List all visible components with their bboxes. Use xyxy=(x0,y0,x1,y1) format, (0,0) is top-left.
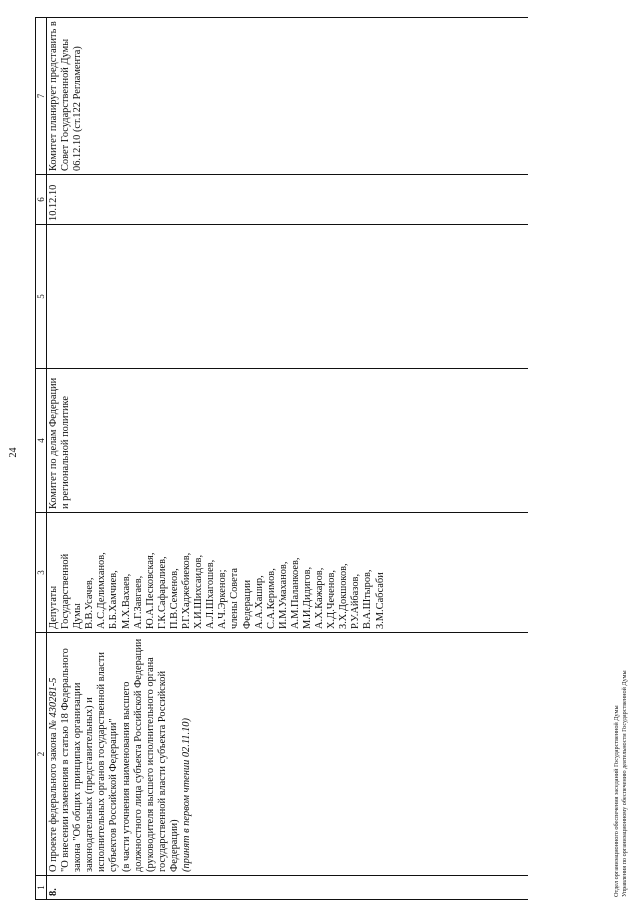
initiator-line: З.М.Сабсаби xyxy=(374,572,386,629)
initiator-line: А.М.Паланкоев, xyxy=(289,557,301,629)
initiator-line: А.Г.Завгаев, xyxy=(132,575,144,629)
initiator-line: Думы xyxy=(72,603,84,629)
column-header: 7 xyxy=(36,18,47,175)
bill-status: (принят в первом чтении 02.11.10) xyxy=(181,718,193,872)
initiator-line: Р.У.Айбазов, xyxy=(350,573,362,629)
initiator-line: Федерации xyxy=(241,579,253,629)
plan-cell: Комитет планирует представить в Совет Государственной Думы 06.12.10 (ст.122 Регламента) xyxy=(47,18,529,175)
initiator-line: Государственной xyxy=(60,553,72,629)
initiators-list xyxy=(48,515,387,629)
initiator-line: Ю.А.Песковская, xyxy=(144,552,156,629)
initiator-line: П.В.Семенов, xyxy=(168,568,180,629)
initiator-line: Б.Б.Хамчиев, xyxy=(108,570,120,629)
initiators-cell xyxy=(47,513,529,633)
initiator-line: М.Х.Вахаев, xyxy=(120,573,132,629)
initiator-line: В.В.Усачев, xyxy=(84,577,96,629)
table-row xyxy=(47,18,529,900)
column-header: 3 xyxy=(36,513,47,633)
column-header: 6 xyxy=(36,175,47,225)
column-header: 5 xyxy=(36,225,47,369)
bill-number: № 430281-5 xyxy=(48,677,59,730)
column-header: 2 xyxy=(36,633,47,876)
initiator-line: Депутаты xyxy=(48,585,59,629)
bill-description-cell xyxy=(47,633,529,876)
page-number: 24 xyxy=(8,447,19,458)
committee-cell: Комитет по делам Федерации и региональной политике xyxy=(47,369,529,513)
initiator-line: С.А.Керимов, xyxy=(265,568,277,629)
initiator-line: И.М.Умаханов, xyxy=(277,561,289,629)
initiator-line: Х.И.Шихсаидов, xyxy=(193,554,205,629)
date-cell: 10.12.10 xyxy=(47,175,529,225)
bills-table xyxy=(35,17,528,900)
initiator-line: А.С.Делимханов, xyxy=(96,552,108,629)
col5-cell xyxy=(47,225,529,369)
initiator-line: Р.Г.Хаджебиеков, xyxy=(181,552,193,629)
initiator-line: В.А.Штыров, xyxy=(362,569,374,629)
initiator-line: члены Совета xyxy=(229,567,241,629)
initiator-line: А.Х.Кажаров, xyxy=(314,567,326,629)
footer-line: Отдел организационного обеспечения заседаний Государственной Думы xyxy=(613,705,620,897)
bill-text: "О внесении изменения в статью 18 Федерального закона "Об общих принципах организации законодательных (представительных) и исполнительных органов государственной власти субъектов Российской Федерации" xyxy=(60,648,120,872)
initiator-line: А.Ч.Эркенов; xyxy=(217,569,229,629)
footer xyxy=(613,670,628,897)
bill-title-start: О проекте федерального закона xyxy=(48,729,59,872)
initiator-line: А.Л.Шхагошев, xyxy=(205,559,217,629)
initiator-line: М.И.Дидигов, xyxy=(301,566,313,629)
footer-line: Управления по организационному обеспечению деятельности Государственной Думы xyxy=(620,670,628,897)
initiator-line: Г.К.Сафаралиев, xyxy=(156,556,168,629)
initiator-line: Х.Д.Чеченов, xyxy=(326,570,338,629)
table-header-row xyxy=(36,18,47,900)
bill-note: (в части уточнения наименования высшего должностного лица субъекта Российской Федерации (руководителя высшего исполнительного органа государственной власти субъекта Российской Федерации) xyxy=(120,638,180,872)
column-header: 4 xyxy=(36,369,47,513)
initiator-line: З.Х.Докшоков, xyxy=(338,563,350,629)
column-header: 1 xyxy=(36,876,47,900)
row-number: 8. xyxy=(47,876,529,900)
initiator-line: А.А.Хашир, xyxy=(253,575,265,629)
